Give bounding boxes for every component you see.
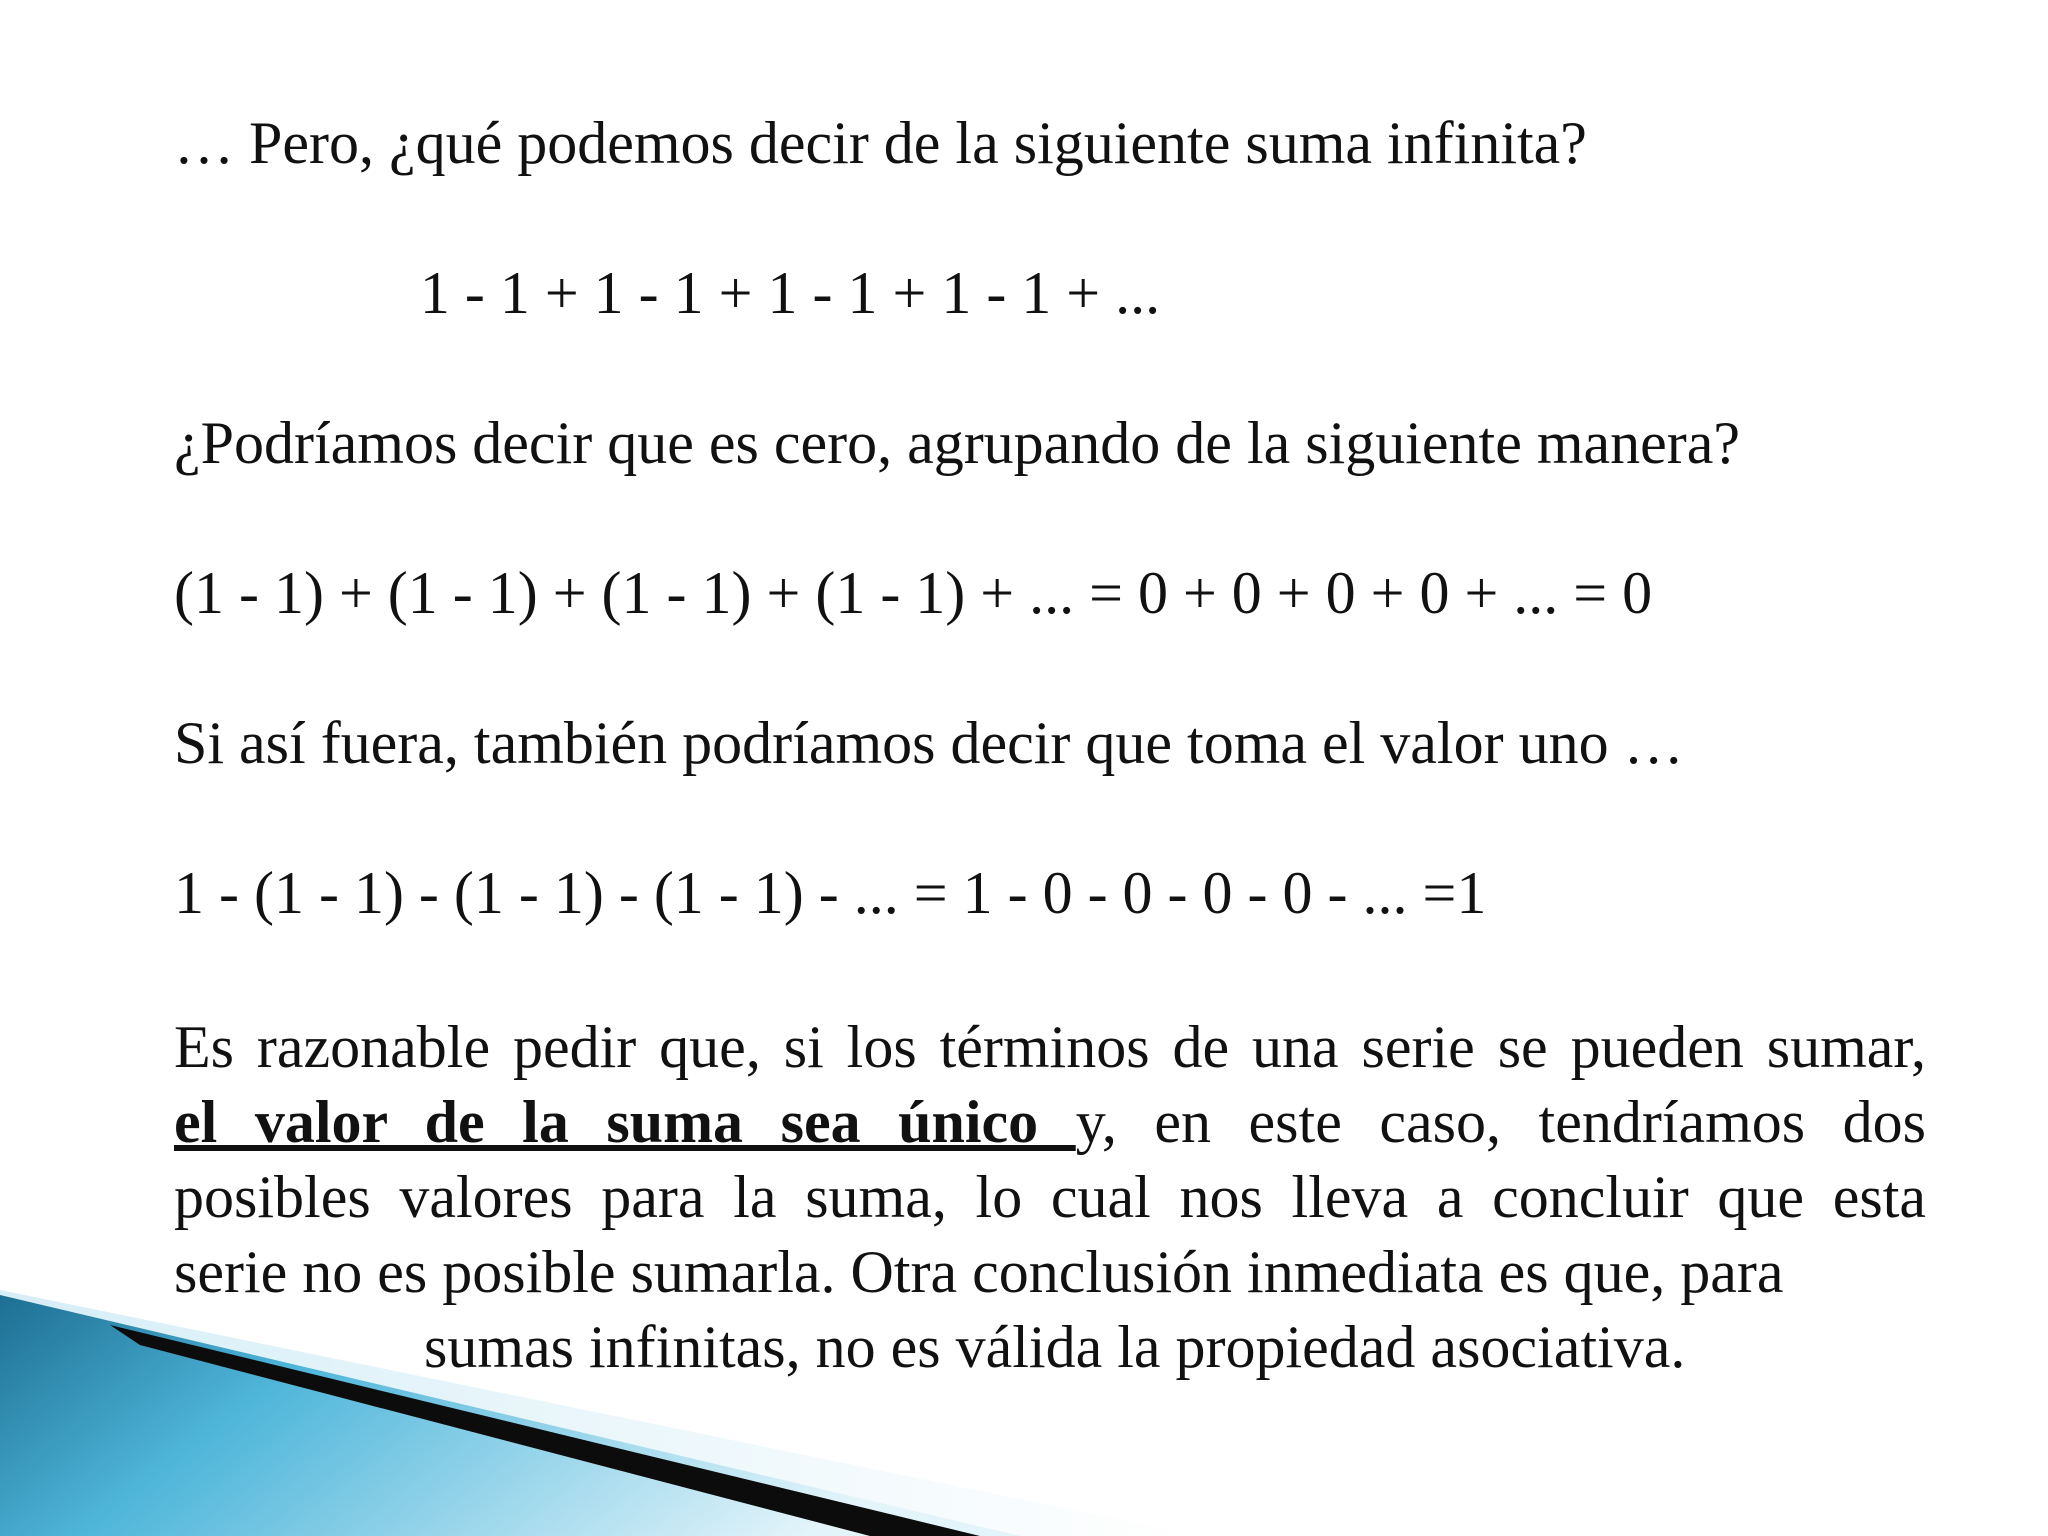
conclusion-line-4: serie no es posible sumarla. Otra conclusión inmediata es que, para: [174, 1239, 1784, 1305]
series-expression: 1 - 1 + 1 - 1 + 1 - 1 + 1 - 1 + ...: [419, 260, 1161, 326]
grouping-one-expression: 1 - (1 - 1) - (1 - 1) - (1 - 1) - ... = 1 - 0 - 0 - 0 - 0 - ... =1: [174, 860, 1487, 926]
conclusion-line-3: posibles valores para la suma, lo cual nos lleva a concluir que esta: [174, 1164, 1926, 1230]
intro-question: … Pero, ¿qué podemos decir de la siguiente suma infinita?: [174, 110, 1587, 176]
statement-one: Si así fuera, también podríamos decir que toma el valor uno …: [174, 710, 1684, 776]
conclusion-line-5: sumas infinitas, no es válida la propiedad asociativa.: [424, 1314, 1686, 1380]
conclusion-paragraph: [174, 1010, 1926, 1310]
emphasis-unique-value: el valor de la suma sea único: [174, 1089, 1076, 1155]
grouping-zero-expression: (1 - 1) + (1 - 1) + (1 - 1) + (1 - 1) + ... = 0 + 0 + 0 + 0 + ... = 0: [174, 560, 1653, 626]
conclusion-line-2: [174, 1085, 1926, 1160]
question-zero: ¿Podríamos decir que es cero, agrupando de la siguiente manera?: [174, 410, 1741, 476]
conclusion-line-2-rest: y, en este caso, tendríamos dos: [1075, 1089, 1927, 1155]
conclusion-line-1: Es razonable pedir que, si los términos de una serie se pueden sumar,: [174, 1014, 1926, 1080]
